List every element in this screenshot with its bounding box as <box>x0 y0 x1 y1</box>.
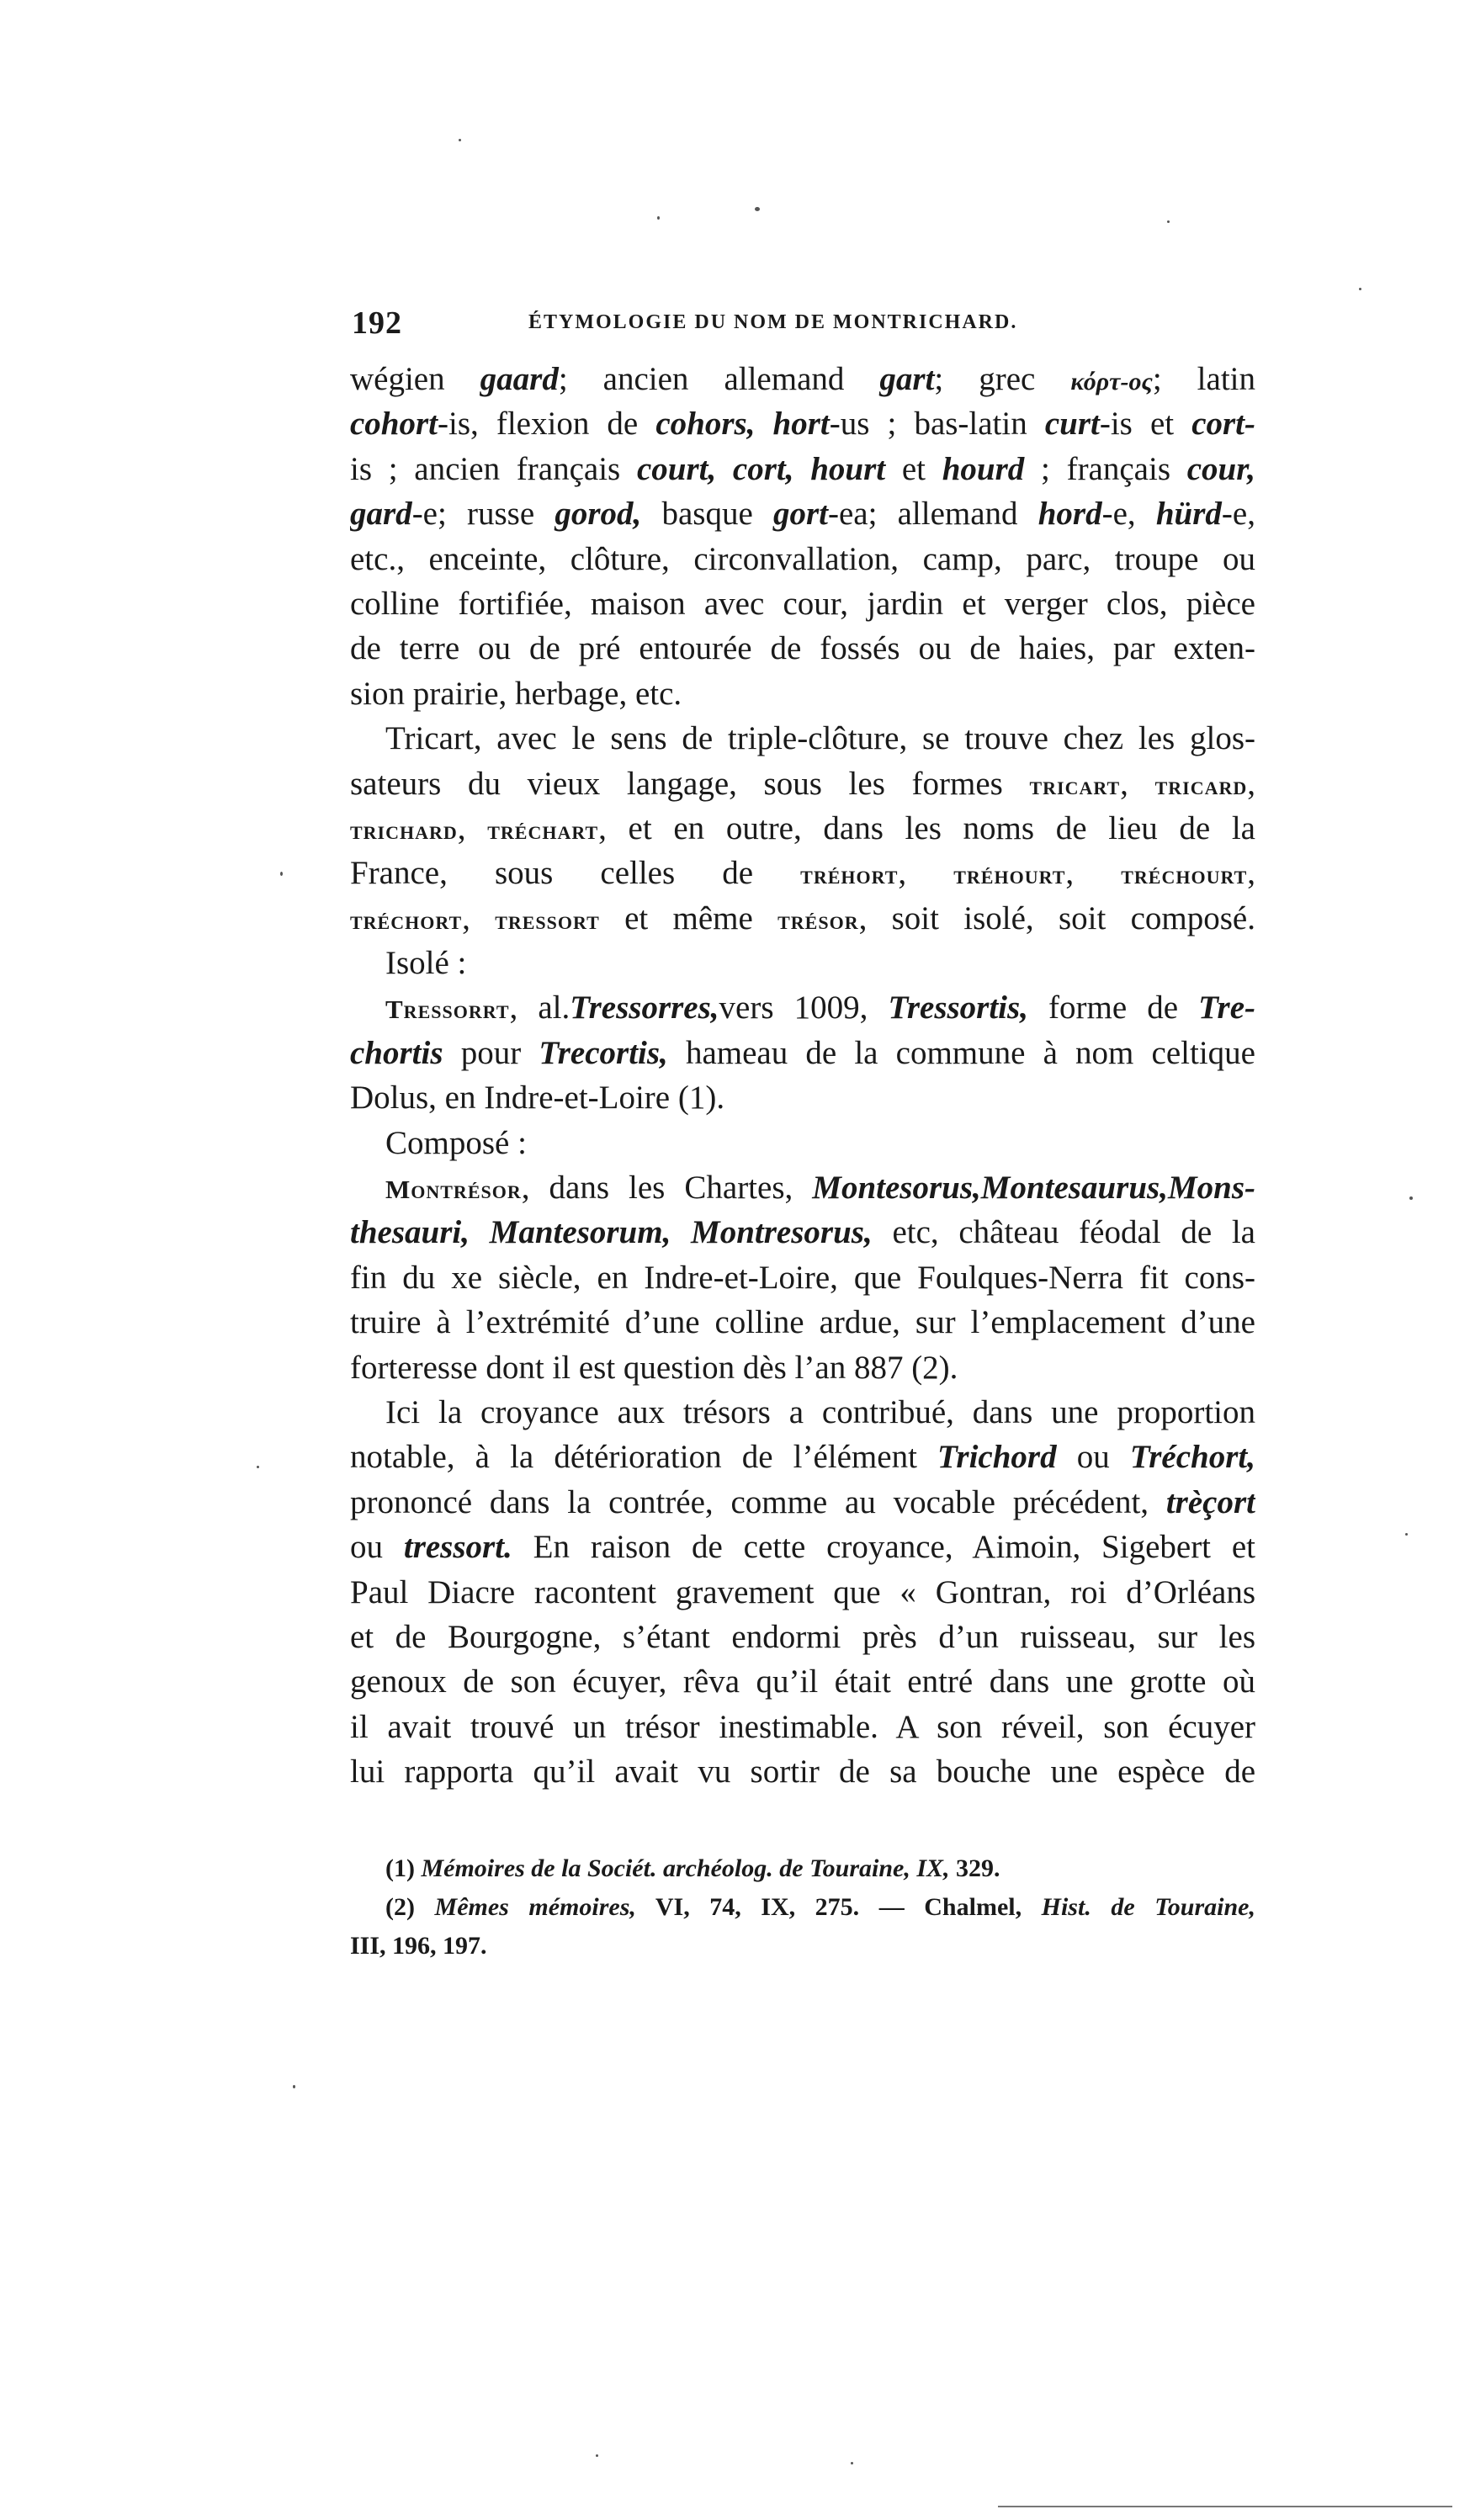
text-line: cohort-is, flexion de cohors, hort-us ; bas-latin curt-is et cort- <box>350 406 1255 443</box>
text-line: Isolé : <box>385 945 467 982</box>
text-line: forteresse dont il est question dès l’an 887 (2). <box>350 1349 958 1386</box>
text-line: Composé : <box>385 1124 527 1161</box>
page-header <box>352 305 1260 345</box>
text-line: thesauri, Mantesorum, Montresorus, etc, château féodal de la <box>350 1214 1255 1251</box>
text-line: notable, à la détérioration de l’élément Trichord ou Tréchort, <box>350 1439 1255 1476</box>
text-line: lui rapporta qu’il avait vu sortir de sa bouche une espèce de <box>350 1753 1255 1791</box>
text-line: etc., enceinte, clôture, circonvallation, camp, parc, troupe ou <box>350 540 1255 577</box>
footnote-2-continuation: III, 196, 197. <box>350 1932 487 1960</box>
text-line: gard-e; russe gorod, basque gort-ea; allemand hord-e, hürd-e, <box>350 496 1255 533</box>
text-line: genoux de son écuyer, rêva qu’il était entré dans une grotte où <box>350 1663 1255 1700</box>
footnote-2: (2) Mêmes mémoires, VI, 74, IX, 275. — Chalmel, Hist. de Touraine, <box>385 1893 1255 1921</box>
text-line: chortis pour Trecortis, hameau de la commune à nom celtique <box>350 1034 1255 1071</box>
text-line: wégien gaard; ancien allemand gart; grec κόρτ-ος; latin <box>350 361 1255 397</box>
text-line: Tressorrt, al.Tressorres,vers 1009, Tressortis, forme de Tre- <box>385 989 1255 1027</box>
text-line: prononcé dans la contrée, comme au vocable précédent, trèçort <box>350 1483 1255 1520</box>
text-line: tréchort, tressort et même trésor, soit isolé, soit composé. <box>350 899 1255 936</box>
text-line: Paul Diacre racontent gravement que « Gontran, roi d’Orléans <box>350 1573 1255 1610</box>
text-line: is ; ancien français court, cort, hourt et hourd ; français cour, <box>350 450 1255 487</box>
text-line: il avait trouvé un trésor inestimable. A son réveil, son écuyer <box>350 1708 1255 1745</box>
text-line: sateurs du vieux langage, sous les formes tricart, tricard, <box>350 765 1255 802</box>
text-line: fin du xe siècle, en Indre-et-Loire, que Foulques-Nerra fit cons- <box>350 1259 1255 1296</box>
text-line: Dolus, en Indre-et-Loire (1). <box>350 1080 725 1117</box>
text-line: truire à l’extrémité d’une colline ardue, sur l’emplacement d’une <box>350 1304 1255 1341</box>
main-text <box>350 357 1255 1795</box>
text-line: de terre ou de pré entourée de fossés ou de haies, par exten- <box>350 630 1255 667</box>
text-line: France, sous celles de tréhort, tréhourt, tréchourt, <box>350 855 1255 892</box>
text-line: Montrésor, dans les Chartes, Montesorus,Montesaurus,Mons- <box>385 1170 1255 1207</box>
text-line: et de Bourgogne, s’étant endormi près d’un ruisseau, sur les <box>350 1618 1255 1655</box>
text-line: colline fortifiée, maison avec cour, jardin et verger clos, pièce <box>350 585 1255 622</box>
text-line: Ici la croyance aux trésors a contribué, dans une proportion <box>385 1393 1255 1430</box>
bottom-rule <box>998 2506 1452 2507</box>
text-line: sion prairie, herbage, etc. <box>350 675 682 712</box>
text-line: ou tressort. En raison de cette croyance, Aimoin, Sigebert et <box>350 1529 1255 1566</box>
footnotes <box>350 1849 1255 1966</box>
page-number: 192 <box>352 305 402 341</box>
text-line: trichard, tréchart, et en outre, dans les noms de lieu de la <box>350 809 1255 846</box>
footnote-1: (1) Mémoires de la Sociét. archéolog. de Touraine, IX, 329. <box>385 1854 1000 1882</box>
text-line: Tricart, avec le sens de triple-clôture, se trouve chez les glos- <box>385 720 1255 757</box>
running-title: ÉTYMOLOGIE DU NOM DE MONTRICHARD. <box>528 311 1018 333</box>
